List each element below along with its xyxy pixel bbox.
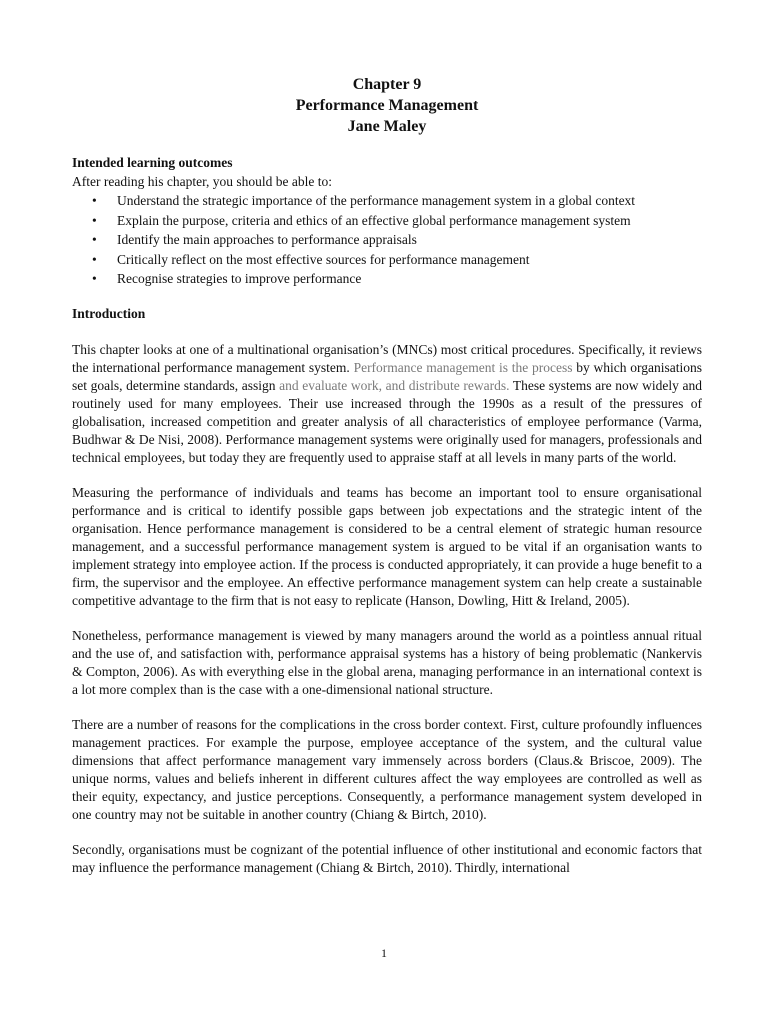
introduction-heading: Introduction (72, 305, 146, 321)
learning-outcomes-heading: Intended learning outcomes (72, 155, 233, 170)
introduction-paragraph-3: Nonetheless, performance management is viewed by many managers around the world as a pointless annual ritual and the use of, and satisfaction with, performance appraisal systems has a history of being problematic (Nankervis & Compton, 2006). As with everything else in the global arena, managing performance in an international context is a lot more complex than is the case with a one-dimensional national structure. (72, 627, 702, 698)
list-item (89, 269, 702, 289)
title-block (72, 74, 702, 137)
paragraph-text: These systems are now widely and routinely used for many employees. Their use increased through the 1990s as a result of the pressures of globalisation, increased competition and greater analysis of all characteristics of employee performance (Varma, Budhwar & De Nisi, 2008). Performance management systems were originally used for managers, professionals and technical employees, but today they are frequently used to appraise staff at all levels in many parts of the world. (72, 377, 702, 466)
learning-outcomes-intro: After reading his chapter, you should be able to: (72, 174, 333, 189)
list-item-text: Recognise strategies to improve performance (117, 271, 362, 286)
list-item (89, 250, 702, 270)
introduction-paragraph-1 (72, 341, 702, 468)
introduction-paragraph-2: Measuring the performance of individuals and teams has become an important tool to ensure organisational performance and is critical to identify possible gaps between job expectations and the strategic intent of the organisation. Hence performance management is considered to be a central element of strategic human resource management, and a successful performance management system is argued to be vital if an organisation wants to implement strategy into employee action. If the process is conducted appropriately, it can provide a huge benefit to a firm, the supervisor and the employee. An effective performance management system can help create a sustainable competitive advantage to the firm that is not easy to replicate (Hanson, Dowling, Hitt & Ireland, 2005). (72, 484, 702, 609)
bullet-icon: • (92, 212, 97, 228)
paragraph-text: by which organisations set goals, determine standards, assign (72, 359, 703, 393)
highlighted-text: and evaluate work, and distribute rewards. (279, 377, 510, 393)
list-item (89, 211, 702, 231)
learning-outcomes-section (72, 153, 702, 289)
bullet-icon: • (92, 251, 97, 267)
bullet-icon: • (92, 271, 97, 286)
chapter-title: Performance Management (295, 97, 479, 114)
list-item-text: Critically reflect on the most effective sources for performance management (117, 251, 530, 267)
list-item (89, 191, 702, 211)
list-item-text: Understand the strategic importance of the performance management system in a global context (117, 193, 636, 208)
chapter-author: Jane Maley (347, 118, 427, 135)
bullet-icon: • (92, 193, 97, 208)
list-item-text: Identify the main approaches to performance appraisals (117, 232, 417, 247)
paragraph-text: This chapter looks at one of a multinational organisation’s (MNCs) most critical procedures. Specifically, it reviews the international performance management system. (72, 341, 702, 375)
introduction-paragraph-5: Secondly, organisations must be cognizant of the potential influence of other institutional and economic factors that may influence the performance management (Chiang & Birtch, 2010). Thirdly, international (72, 841, 702, 875)
list-item-text: Explain the purpose, criteria and ethics of an effective global performance management system (117, 212, 631, 228)
page-number: 1 (381, 946, 387, 960)
highlighted-text: Performance management is the process (353, 359, 573, 375)
learning-outcomes-list (72, 191, 702, 289)
chapter-number: Chapter 9 (352, 76, 422, 93)
introduction-paragraph-4: There are a number of reasons for the complications in the cross border context. First, culture profoundly influences management practices. For example the purpose, employee acceptance of the system, and the cultural value dimensions that affect performance management vary immensely across borders (Claus.& Briscoe, 2009). The unique norms, values and beliefs inherent in different cultures affect the way employees are controlled as well as their equity, expectancy, and justice perceptions. Consequently, a performance management system developed in one country may not be suitable in another country (Chiang & Birtch, 2010). (72, 716, 702, 823)
list-item (89, 230, 702, 250)
bullet-icon: • (92, 232, 97, 247)
